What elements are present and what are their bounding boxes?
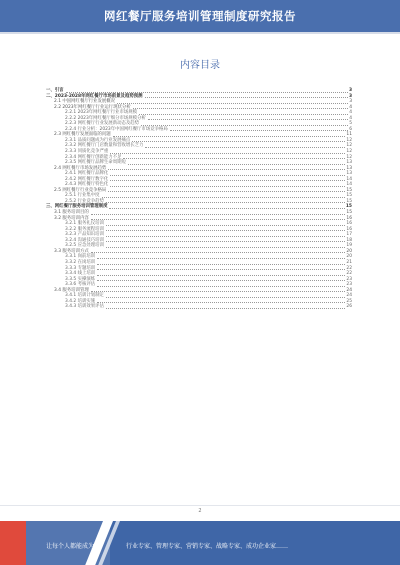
toc-entry-title: 2.2 2023年网红餐厅行业运行现状分析 xyxy=(54,104,131,110)
toc-entry-page: 4 xyxy=(349,104,352,110)
toc-entry-title: 3.2 服务培训内容 xyxy=(54,215,89,221)
toc-leader-dots xyxy=(139,112,348,115)
toc-entry-title: 一、引言 xyxy=(46,88,64,93)
toc-entry-title: 三、网红餐厅服务培训管理制度 xyxy=(46,204,108,210)
toc-leader-dots xyxy=(91,289,346,292)
toc-entry-title: 2.3.4 网红餐厅创新能力不足 xyxy=(65,154,122,160)
toc-entry-page: 4 xyxy=(349,115,352,121)
toc-entry-title: 3.2.3 产品知识培训 xyxy=(65,232,104,238)
toc-leader-dots xyxy=(148,117,348,120)
toc-leader-dots xyxy=(102,195,346,198)
toc-leader-dots xyxy=(110,151,345,154)
toc-entry-title: 2.2.3 网红餐厅行业发展新动态及趋势 xyxy=(65,121,140,127)
toc-entry-page: 15 xyxy=(345,204,352,210)
toc-entry-page: 17 xyxy=(346,232,352,238)
toc-leader-dots xyxy=(141,123,348,126)
toc-entry-page: 23 xyxy=(346,276,352,282)
toc-entry-title: 2.3.5 网红餐厅品牌生命周期短 xyxy=(65,160,126,166)
bottom-divider xyxy=(0,505,400,506)
toc-entry-page: 19 xyxy=(346,243,352,249)
toc-entry-page: 24 xyxy=(346,287,352,293)
toc-entry-page: 15 xyxy=(346,210,352,216)
toc-entry-title: 2.3 网红餐厅发展面临的问题 xyxy=(54,132,111,138)
toc-leader-dots xyxy=(106,200,345,203)
toc-entry-page: 16 xyxy=(346,215,352,221)
toc-entry-page: 11 xyxy=(346,132,352,138)
footer-accent-bar xyxy=(0,521,26,565)
toc-entry-page: 16 xyxy=(346,221,352,227)
toc-leader-dots xyxy=(106,223,345,226)
toc-entry-page: 14 xyxy=(346,176,352,182)
toc-entry-page: 3 xyxy=(349,99,352,105)
toc-entry-title: 2.4.1 网红餐厅品牌化 xyxy=(65,171,109,177)
toc-entry-title: 2.4.3 网红餐厅特色化 xyxy=(65,182,109,188)
toc-entry-page: 3 xyxy=(348,93,352,99)
toc-leader-dots xyxy=(117,101,348,104)
toc-entry-title: 2.5.2 行业竞争趋势 xyxy=(65,198,104,204)
toc-entry-title: 3.3.3 专题培训 xyxy=(65,265,96,271)
toc-entry-page: 15 xyxy=(346,198,352,204)
toc-leader-dots xyxy=(145,145,345,148)
toc-entry-page: 24 xyxy=(346,293,352,299)
toc-entry-page: 13 xyxy=(346,160,352,166)
toc-entry-page: 13 xyxy=(346,165,352,171)
toc-leader-dots xyxy=(97,284,345,287)
toc-entry-page: 16 xyxy=(346,226,352,232)
toc-leader-dots xyxy=(106,295,345,298)
toc-entry-page: 12 xyxy=(346,137,352,143)
toc-entry-page: 20 xyxy=(346,248,352,254)
toc-leader-dots xyxy=(108,167,345,170)
toc-entry-title: 2.5.1 行业集中度 xyxy=(65,193,100,199)
toc-leader-dots xyxy=(97,256,345,259)
toc-entry-title: 3.3.1 岗前培训 xyxy=(65,254,96,260)
toc-leader-dots xyxy=(97,278,345,281)
toc-leader-dots xyxy=(109,206,344,209)
footer-slogan-right: 行业专家、管理专家、营销专家、战略专家、成功企业家…… xyxy=(126,543,289,550)
toc-leader-dots xyxy=(106,245,345,248)
toc-leader-dots xyxy=(108,189,345,192)
toc-leader-dots xyxy=(91,217,346,220)
toc-leader-dots xyxy=(106,306,345,309)
toc-entry-title: 2.5 网红餐厅行业竞争格局 xyxy=(54,187,107,193)
toc-entry-title: 3.4 服务培训管理 xyxy=(54,287,89,293)
toc-entry-page: 20 xyxy=(346,254,352,260)
toc-leader-dots xyxy=(97,300,345,303)
toc-entry-page: 15 xyxy=(346,193,352,199)
toc-entry-page: 23 xyxy=(346,282,352,288)
toc-entry-page: 5 xyxy=(349,121,352,127)
toc-entry-page: 14 xyxy=(346,182,352,188)
toc-entry-page: 15 xyxy=(346,187,352,193)
toc-entry-page: 26 xyxy=(346,304,352,310)
toc-entry-title: 2.2.1 2023年网红餐厅行业市场规模 xyxy=(65,110,138,116)
report-title: 网红餐厅服务培训管理制度研究报告 xyxy=(104,9,296,23)
toc-leader-dots xyxy=(106,239,345,242)
toc-entry-title: 3.1 服务培训目的 xyxy=(54,210,89,216)
footer-slogan-left: 让每个人都能成为 xyxy=(46,543,95,550)
toc-leader-dots xyxy=(91,250,346,253)
toc-leader-dots xyxy=(97,262,345,265)
toc-entry-title: 3.2.2 服务流程培训 xyxy=(65,226,104,232)
toc-entry-page: 13 xyxy=(346,171,352,177)
toc-entry-title: 3.4.1 培训计划制定 xyxy=(65,293,104,299)
toc-leader-dots xyxy=(66,90,348,93)
toc-leader-dots xyxy=(110,184,345,187)
toc-leader-dots xyxy=(145,95,348,98)
toc-leader-dots xyxy=(110,178,345,181)
toc-entry-title: 2.2.2 2023年网红餐厅细分市场规模分析 xyxy=(65,115,146,121)
toc-leader-dots xyxy=(170,128,348,131)
toc-leader-dots xyxy=(97,273,345,276)
toc-leader-dots xyxy=(91,212,346,215)
toc-entry-title: 3.2.1 服务礼仪培训 xyxy=(65,221,104,227)
toc-entry-page: 21 xyxy=(346,259,352,265)
toc-entry-title: 3.3.6 考核评估 xyxy=(65,282,96,288)
toc-entry-title: 2.3.3 同质化竞争严重 xyxy=(65,149,109,155)
toc-entry-page: 3 xyxy=(348,88,352,93)
toc-entry-title: 3.3.5 实操演练 xyxy=(65,276,96,282)
toc-entry-page: 22 xyxy=(346,271,352,277)
toc-entry[interactable] xyxy=(46,304,352,310)
toc-leader-dots xyxy=(132,139,345,142)
header-divider xyxy=(0,32,400,34)
report-header xyxy=(0,0,400,32)
toc-entry-page: 12 xyxy=(346,143,352,149)
toc-entry-title: 3.3.2 在岗培训 xyxy=(65,259,96,265)
toc-entry-page: 4 xyxy=(349,110,352,116)
toc-entry-page: 12 xyxy=(346,154,352,160)
toc-title: 内容目录 xyxy=(180,60,220,71)
toc-entry-page: 25 xyxy=(346,298,352,304)
toc-leader-dots xyxy=(113,134,346,137)
table-of-contents xyxy=(46,88,352,310)
footer-banner xyxy=(0,521,400,565)
toc-entry-page: 12 xyxy=(346,149,352,155)
toc-entry-page: 6 xyxy=(349,126,352,132)
toc-leader-dots xyxy=(97,267,345,270)
toc-entry-title: 2.1 中国网红餐厅行业发展概况 xyxy=(54,99,116,105)
toc-entry-title: 3.4.2 培训实施 xyxy=(65,298,96,304)
toc-leader-dots xyxy=(128,162,346,165)
toc-leader-dots xyxy=(110,173,345,176)
toc-entry-title: 3.3 服务培训方式 xyxy=(54,248,89,254)
toc-leader-dots xyxy=(106,234,345,237)
toc-entry-title: 3.2.5 应急处理培训 xyxy=(65,243,104,249)
toc-leader-dots xyxy=(106,228,345,231)
toc-entry-title: 3.3.4 线上培训 xyxy=(65,271,96,277)
toc-entry-title: 2.3.1 品质问题成为行业发展痛点 xyxy=(65,137,131,143)
toc-entry-page: 18 xyxy=(346,237,352,243)
toc-entry-page: 22 xyxy=(346,265,352,271)
toc-entry-title: 3.4.3 培训效果评估 xyxy=(65,304,104,310)
page-number: 2 xyxy=(198,508,202,514)
toc-entry-title: 2.2.4 行业分析：2023年中国网红餐厅市场竞争格局 xyxy=(65,126,168,132)
toc-leader-dots xyxy=(123,156,345,159)
toc-entry-title: 2.3.2 网红餐厅门店数量和营收增长乏力 xyxy=(65,143,144,149)
toc-leader-dots xyxy=(133,106,349,109)
toc-entry-title: 2.4 网红餐厅市场发展趋势 xyxy=(54,165,107,171)
toc-entry-title: 3.2.4 沟通技巧培训 xyxy=(65,237,104,243)
toc-entry-title: 二、2023-2028年网红餐厅市场前景及趋势预测 xyxy=(46,93,143,99)
toc-entry-title: 2.4.2 网红餐厅数字化 xyxy=(65,176,109,182)
